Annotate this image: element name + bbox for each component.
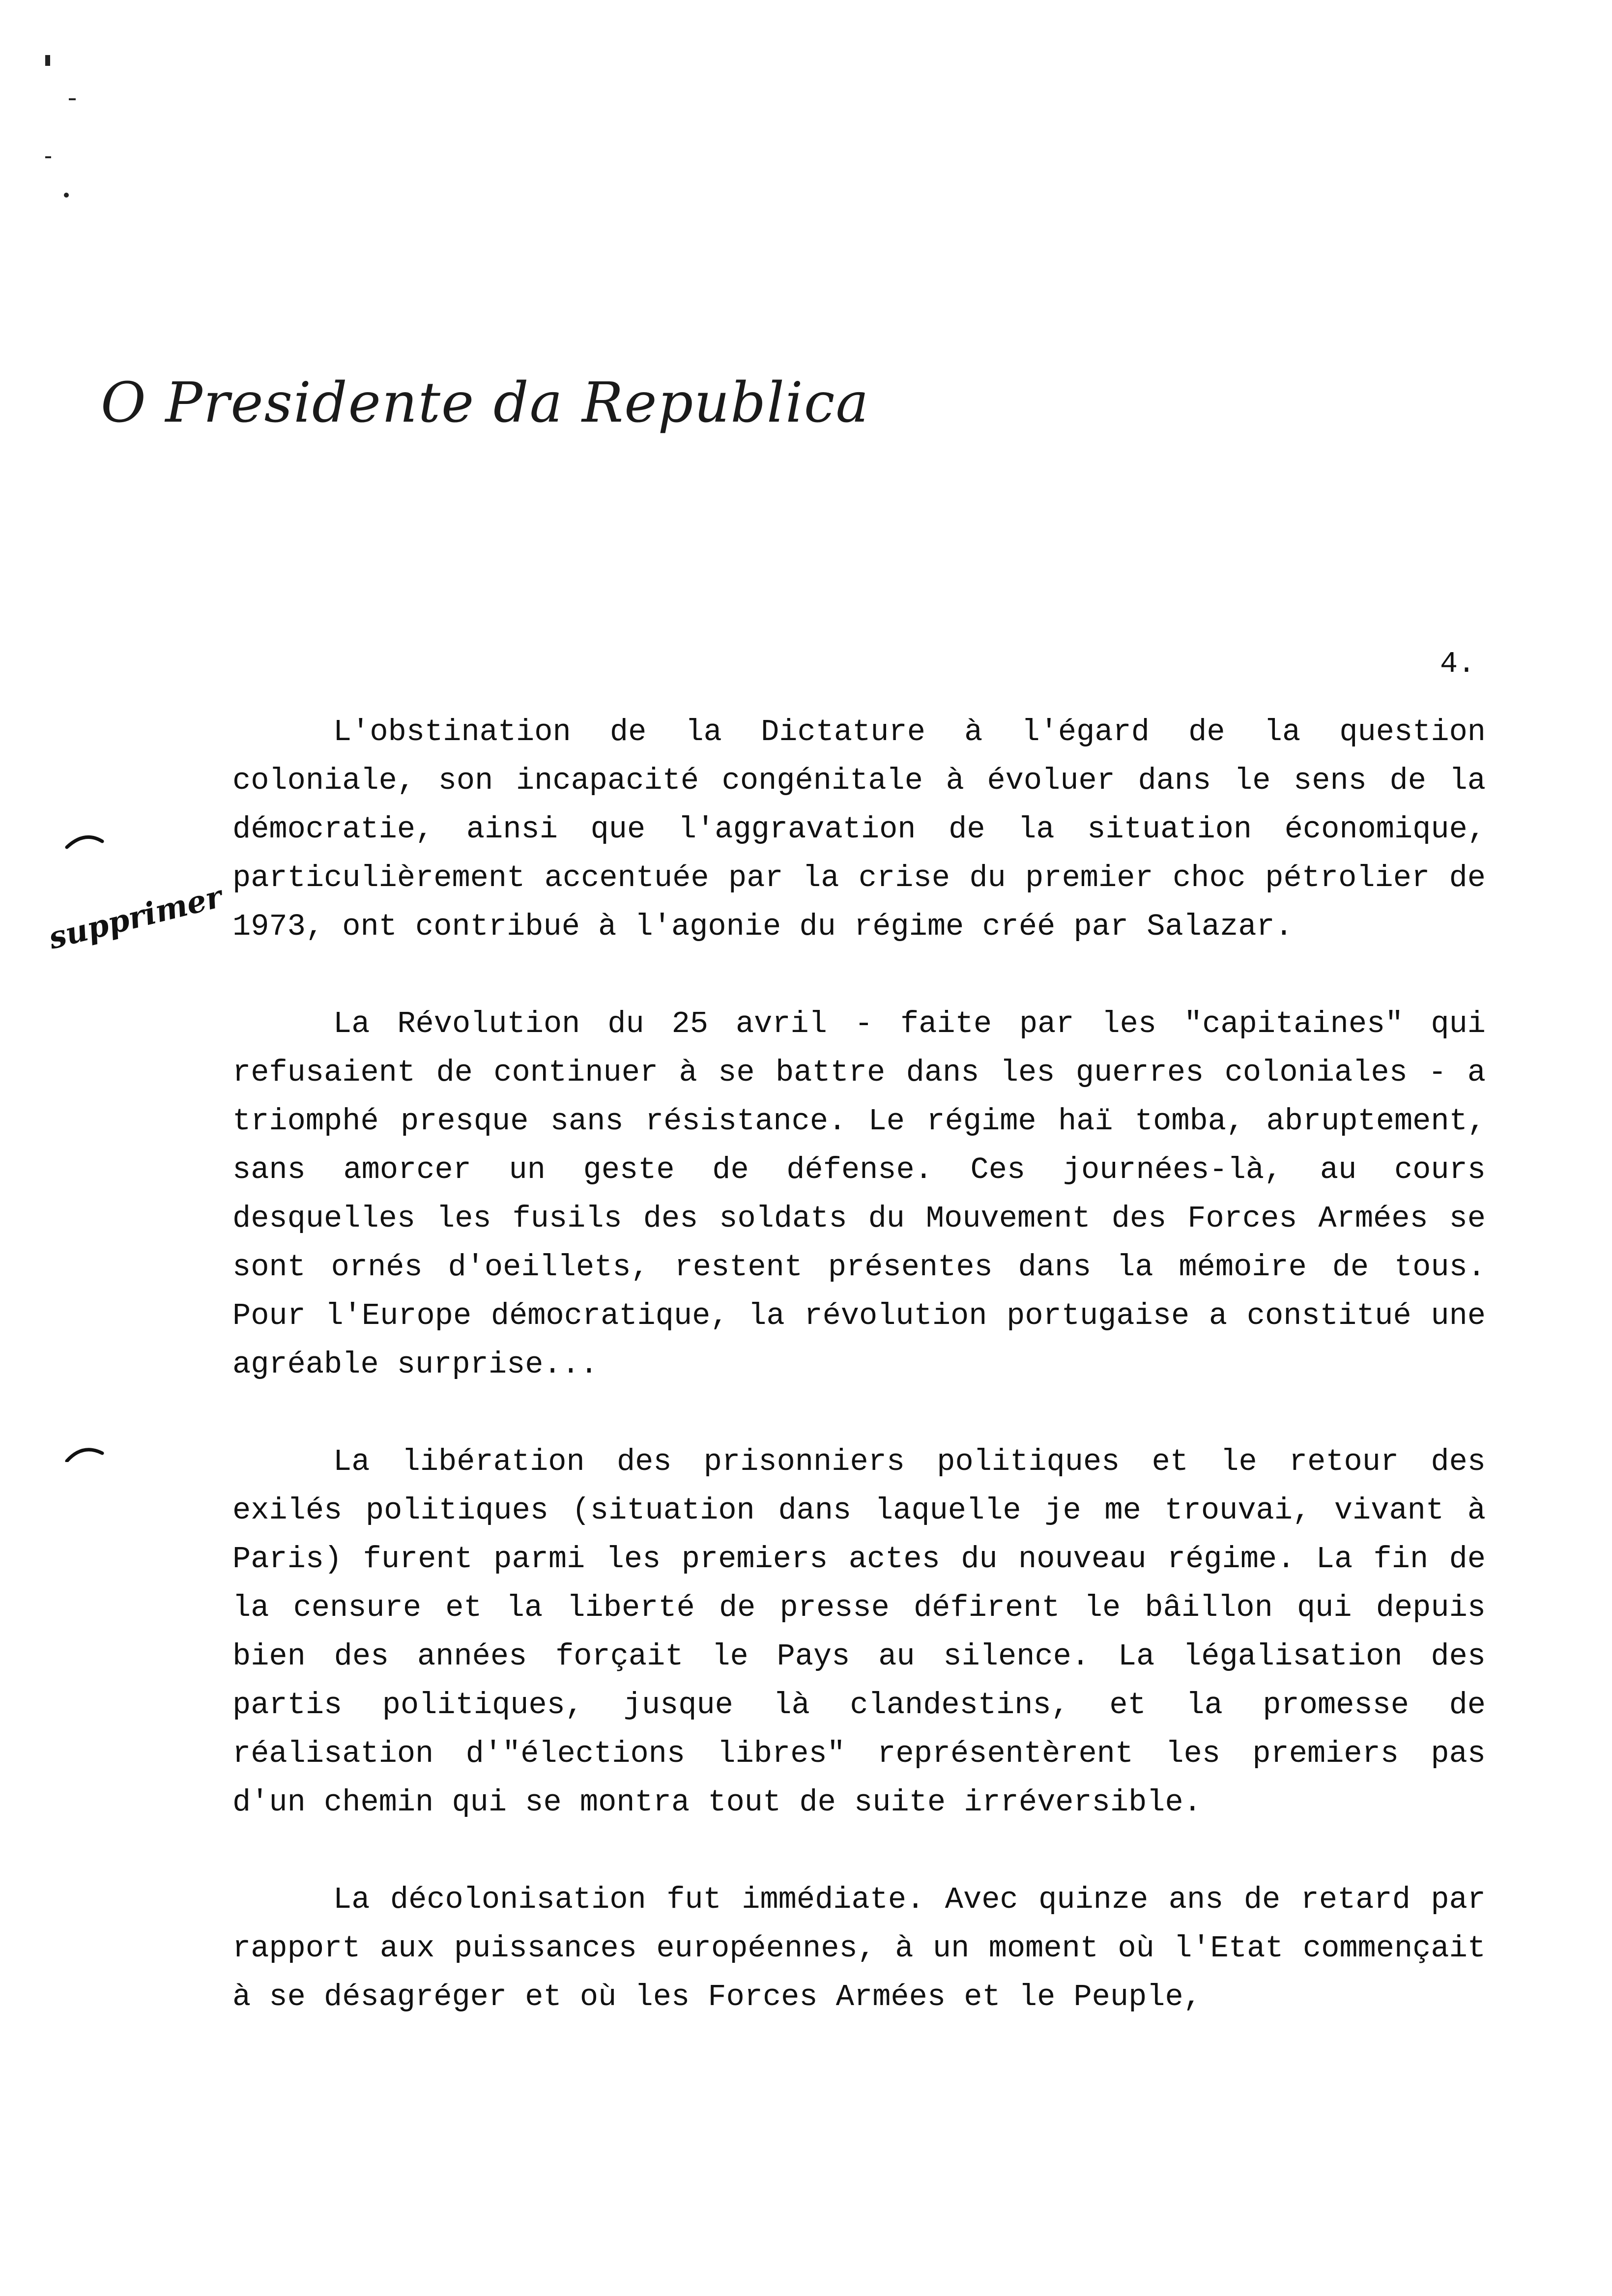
body-text [232,708,1486,2021]
margin-arc-mark [65,831,104,850]
scan-speck [45,156,51,158]
letterhead: O Presidente da Republica [101,371,870,435]
scan-speck [64,193,69,198]
paragraph: La libération des prisonniers politiques et le retour des exilés politiques (situation dans laquelle je me trouvai, vivant à Paris) furent parmi les premiers actes du nouveau régime. La fin de la censure et la liberté de presse défirent le bâillon qui depuis bien des années forçait le Pays au silence. La légalisation des partis politiques, jusque là clandestins, et la promesse de réalisation d'"élections libres" représentèrent les premiers pas d'un chemin qui se montra tout de suite irréversible. [232,1444,1486,1820]
scan-speck [45,55,50,66]
margin-handwritten-note: supprimer [45,878,226,956]
scan-speck [69,98,76,100]
paragraph: La décolonisation fut immédiate. Avec quinze ans de retard par rapport aux puissances européennes, à un moment où l'Etat commençait à se désagréger et où les Forces Armées et le Peuple, [232,1882,1486,2014]
page-number: 4. [1440,648,1476,681]
paragraph: La Révolution du 25 avril - faite par les "capitaines" qui refusaient de continuer à se battre dans les guerres coloniales - a triomphé presque sans résistance. Le régime haï tomba, abruptement, sans amorcer un geste de défense. Ces journées-là, au cours desquelles les fusils des soldats du Mouvement des Forces Armées se sont ornés d'oeillets, restent présentes dans la mémoire de tous. Pour l'Europe démocratique, la révolution portugaise a constitué une agréable surprise... [232,1006,1486,1382]
paragraph: L'obstination de la Dictature à l'égard de la question coloniale, son incapacité congénitale à évoluer dans le sens de la démocratie, ainsi que l'aggravation de la situation économique, particulièrement accentuée par la crise du premier choc pétrolier de 1973, ont contribué à l'agonie du régime créé par Salazar. [232,715,1486,944]
margin-arc-mark [65,1442,104,1462]
